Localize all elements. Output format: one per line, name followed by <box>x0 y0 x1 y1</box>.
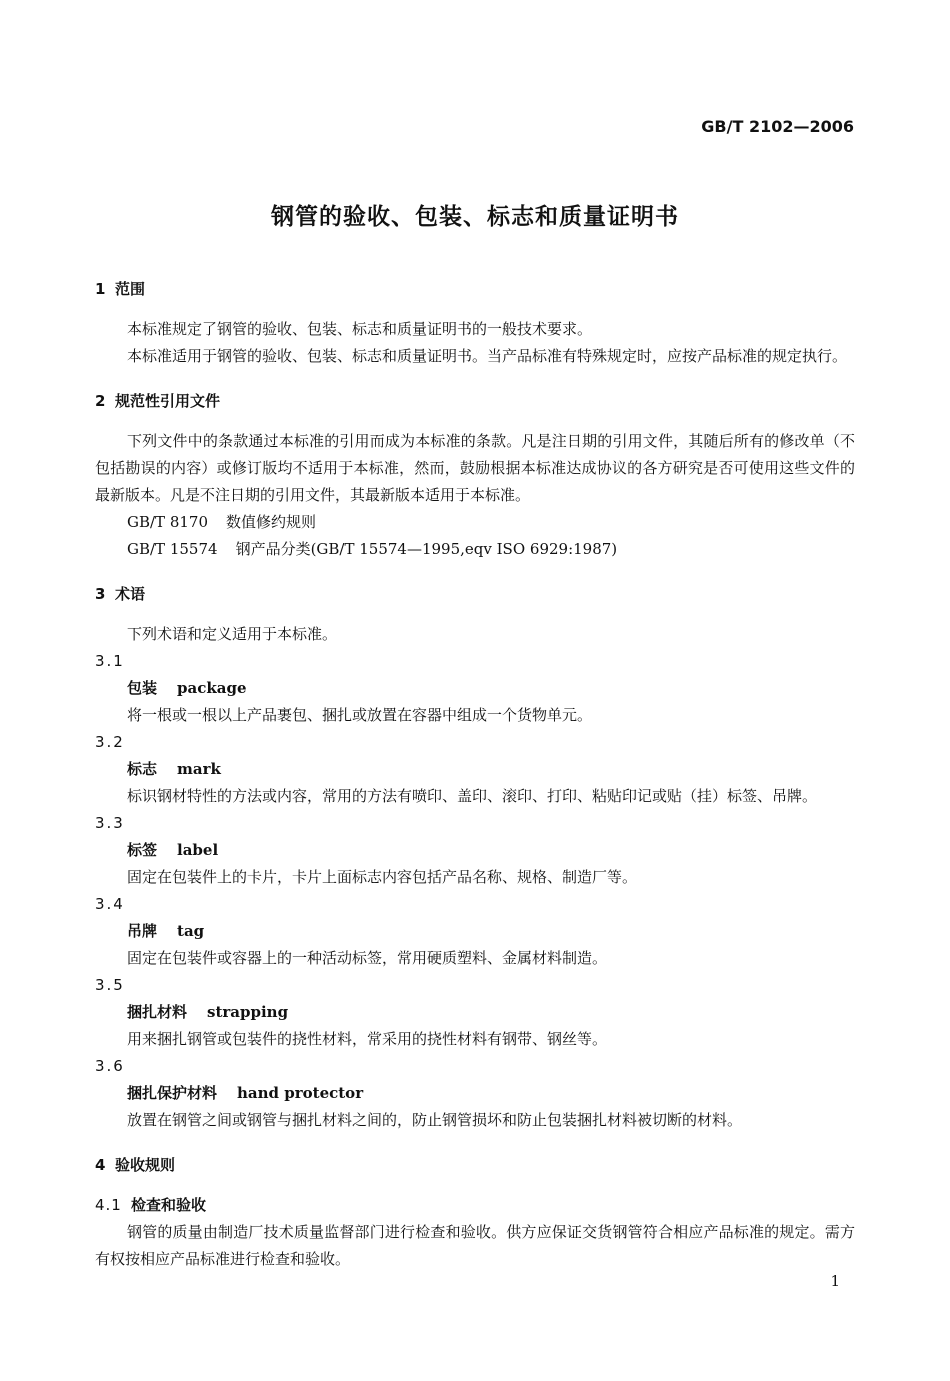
paragraph: 钢管的质量由制造厂技术质量监督部门进行检查和验收。供方应保证交货钢管符合相应产品标准的规定。需方有权按相应产品标准进行检查和验收。 <box>95 1223 855 1268</box>
section-1-heading <box>95 276 855 302</box>
section-4-heading <box>95 1152 855 1178</box>
page-number: 1 <box>830 1272 840 1290</box>
section-title: 规范性引用文件 <box>115 392 221 410</box>
term-name-zh: 包装 <box>127 679 158 697</box>
term-definition: 固定在包装件或容器上的一种活动标签，常用硬质塑料、金属材料制造。 <box>127 949 608 967</box>
paragraph: 下列文件中的条款通过本标准的引用而成为本标准的条款。凡是注日期的引用文件，其随后所有的修改单（不包括勘误的内容）或修订版均不适用于本标准，然而，鼓励根据本标准达成协议的各方研究是否可使用这些文件的最新版本。凡是不注日期的引用文件，其最新版本适用于本标准。 <box>95 432 855 504</box>
section-number: 4 <box>95 1156 106 1174</box>
section-title: 验收规则 <box>115 1156 176 1174</box>
term-entry <box>95 972 855 1053</box>
section-number: 2 <box>95 392 106 410</box>
section-title: 范围 <box>115 280 146 298</box>
term-definition: 固定在包装件上的卡片，卡片上面标志内容包括产品名称、规格、制造厂等。 <box>127 868 638 886</box>
term-name-en: mark <box>177 760 221 778</box>
term-name-en: label <box>177 841 219 859</box>
term-definition: 标识钢材特性的方法或内容，常用的方法有喷印、盖印、滚印、打印、粘贴印记或贴（挂）标签、吊牌。 <box>127 787 818 805</box>
term-name <box>95 999 855 1026</box>
term-name-zh: 吊牌 <box>127 922 158 940</box>
document-title: 钢管的验收、包装、标志和质量证明书 <box>271 204 679 230</box>
term-name-zh: 捆扎保护材料 <box>127 1084 218 1102</box>
term-number: 3.3 <box>95 814 125 832</box>
reference-code: GB/T 8170 <box>127 513 209 531</box>
term-name <box>95 837 855 864</box>
term-name-zh: 标签 <box>127 841 158 859</box>
term-entry <box>95 648 855 729</box>
term-name-en: tag <box>177 922 205 940</box>
term-name-en: hand protector <box>237 1084 364 1102</box>
term-number: 3.1 <box>95 652 125 670</box>
reference-code: GB/T 15574 <box>127 540 218 558</box>
paragraph: 本标准适用于钢管的验收、包装、标志和质量证明书。当产品标准有特殊规定时，应按产品标准的规定执行。 <box>127 347 848 365</box>
section-title: 术语 <box>115 585 146 603</box>
term-name-en: strapping <box>207 1003 289 1021</box>
normative-reference <box>95 509 855 536</box>
term-number: 3.4 <box>95 895 125 913</box>
reference-title: 钢产品分类(GB/T 15574—1995,eqv ISO 6929:1987) <box>235 540 618 558</box>
term-name <box>95 756 855 783</box>
term-definition: 放置在钢管之间或钢管与捆扎材料之间的，防止钢管损坏和防止包装捆扎材料被切断的材料。 <box>127 1111 743 1129</box>
paragraph: 下列术语和定义适用于本标准。 <box>127 625 338 643</box>
term-name <box>95 1080 855 1107</box>
section-number: 1 <box>95 280 106 298</box>
section-2-heading <box>95 388 855 414</box>
term-definition: 将一根或一根以上产品裹包、捆扎或放置在容器中组成一个货物单元。 <box>127 706 593 724</box>
term-definition: 用来捆扎钢管或包装件的挠性材料，常采用的挠性材料有钢带、钢丝等。 <box>127 1030 608 1048</box>
reference-title: 数值修约规则 <box>226 513 317 531</box>
document-body <box>95 276 855 1273</box>
term-name-zh: 标志 <box>127 760 158 778</box>
term-entry <box>95 891 855 972</box>
term-entry <box>95 729 855 810</box>
term-name-zh: 捆扎材料 <box>127 1003 188 1021</box>
subsection-number: 4.1 <box>95 1196 122 1214</box>
term-name <box>95 918 855 945</box>
normative-reference <box>95 536 855 563</box>
standard-code: GB/T 2102—2006 <box>701 117 854 136</box>
subsection-4-1-heading <box>95 1192 855 1219</box>
term-number: 3.6 <box>95 1057 125 1075</box>
term-entry <box>95 810 855 891</box>
term-number: 3.2 <box>95 733 125 751</box>
subsection-title: 检查和验收 <box>131 1196 207 1214</box>
section-3-heading <box>95 581 855 607</box>
term-name <box>95 675 855 702</box>
term-number: 3.5 <box>95 976 125 994</box>
term-entry <box>95 1053 855 1134</box>
paragraph: 本标准规定了钢管的验收、包装、标志和质量证明书的一般技术要求。 <box>127 320 593 338</box>
section-number: 3 <box>95 585 106 603</box>
term-name-en: package <box>177 679 247 697</box>
